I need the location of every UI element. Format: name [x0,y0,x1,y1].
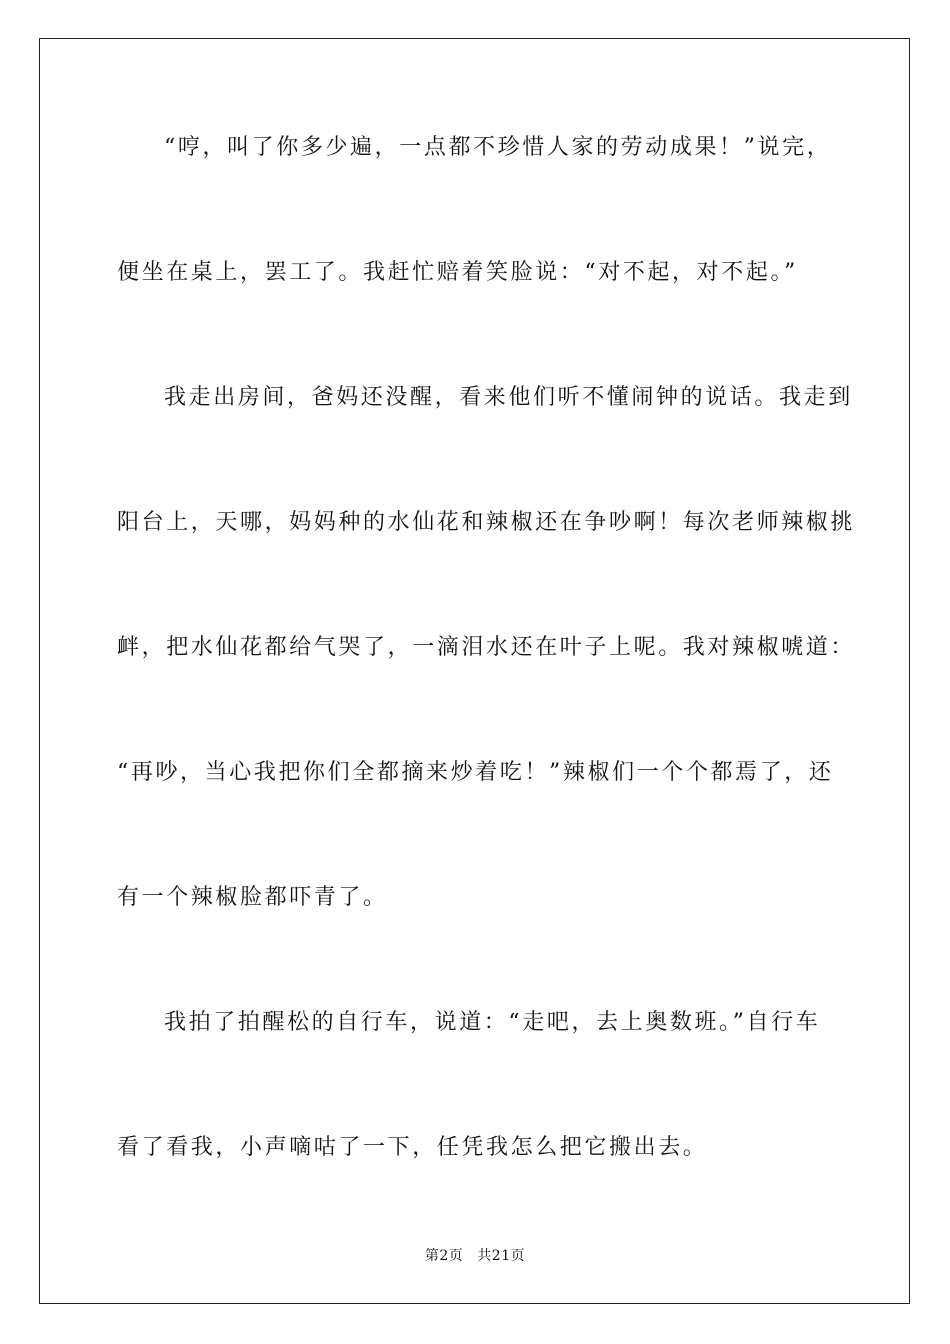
paragraph-line: “哼，叫了你多少遍，一点都不珍惜人家的劳动成果！”说完， [164,135,832,160]
paragraph-line: 看了看我，小声嘀咕了一下，任凭我怎么把它搬出去。 [117,1135,708,1160]
paragraph-line: 有一个辣椒脸都吓青了。 [117,885,388,910]
total-pages: 共21页 [477,1248,526,1264]
page-border [39,38,910,1304]
page-footer [0,1246,950,1266]
paragraph-line: “再吵，当心我把你们全都摘来炒着吃！”辣椒们一个个都焉了，还 [117,760,834,785]
paragraph-line: 我走出房间，爸妈还没醒，看来他们听不懂闹钟的说话。我走到 [164,385,853,410]
paragraph-line: 阳台上，天哪，妈妈种的水仙花和辣椒还在争吵啊！每次老师辣椒挑 [117,510,856,535]
paragraph-line: 我拍了拍醒松的自行车，说道：“走吧，去上奥数班。”自行车 [164,1010,821,1035]
paragraph-line: 衅，把水仙花都给气哭了，一滴泪水还在叶子上呢。我对辣椒唬道： [117,635,856,660]
page-number: 第2页 [424,1248,464,1264]
paragraph-line: 便坐在桌上，罢工了。我赶忙赔着笑脸说：“对不起，对不起。” [117,260,798,285]
